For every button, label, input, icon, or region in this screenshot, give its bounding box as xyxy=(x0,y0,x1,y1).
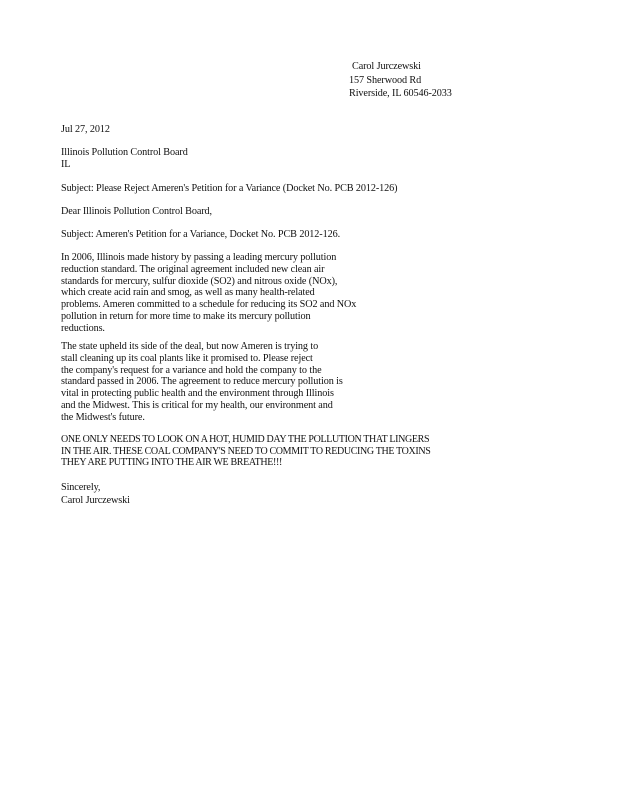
paragraph-line: the company's request for a variance and hold the company to the xyxy=(61,364,322,376)
paragraph-line: pollution in return for more time to make its mercury pollution xyxy=(61,310,311,322)
re-line: Subject: Ameren's Petition for a Variance, Docket No. PCB 2012-126. xyxy=(61,229,341,240)
paragraph-line: stall cleaning up its coal plants like it promised to. Please reject xyxy=(61,352,313,364)
paragraph-line: reductions. xyxy=(61,322,105,334)
paragraph-line: the Midwest's future. xyxy=(61,411,145,423)
sender-city-state-zip: Riverside, IL 60546-2033 xyxy=(349,88,452,99)
paragraph-line: reduction standard. The original agreement included new clean air xyxy=(61,263,325,275)
paragraph-line: THEY ARE PUTTING INTO THE AIR WE BREATHE!!! xyxy=(61,457,282,469)
paragraph-3 xyxy=(61,434,430,469)
paragraph-line: which create acid rain and smog, as well as many health-related xyxy=(61,287,315,299)
sender-name: Carol Jurczewski xyxy=(352,61,421,72)
recipient-name: Illinois Pollution Control Board xyxy=(61,147,188,158)
letter-date: Jul 27, 2012 xyxy=(61,124,110,135)
signature-name: Carol Jurczewski xyxy=(61,495,130,506)
paragraph-1 xyxy=(61,252,356,335)
paragraph-line: and the Midwest. This is critical for my health, our environment and xyxy=(61,399,333,411)
paragraph-line: ONE ONLY NEEDS TO LOOK ON A HOT, HUMID DAY THE POLLUTION THAT LINGERS xyxy=(61,434,430,445)
paragraph-line: The state upheld its side of the deal, but now Ameren is trying to xyxy=(61,341,319,352)
recipient-state: IL xyxy=(61,159,71,170)
paragraph-line: standards for mercury, sulfur dioxide (SO2) and nitrous oxide (NOx), xyxy=(61,275,338,287)
paragraph-line: problems. Ameren committed to a schedule for reducing its SO2 and NOx xyxy=(61,299,357,311)
closing: Sincerely, xyxy=(61,482,101,493)
salutation: Dear Illinois Pollution Control Board, xyxy=(61,206,212,217)
paragraph-2 xyxy=(61,341,343,424)
paragraph-line: standard passed in 2006. The agreement to reduce mercury pollution is xyxy=(61,376,343,388)
paragraph-line: vital in protecting public health and the environment through Illinois xyxy=(61,388,334,400)
paragraph-line: IN THE AIR. THESE COAL COMPANY'S NEED TO COMMIT TO REDUCING THE TOXINS xyxy=(61,445,431,457)
subject-line: Subject: Please Reject Ameren's Petition for a Variance (Docket No. PCB 2012-126) xyxy=(61,183,398,194)
paragraph-line: In 2006, Illinois made history by passing a leading mercury pollution xyxy=(61,252,337,263)
sender-street: 157 Sherwood Rd xyxy=(349,75,422,86)
